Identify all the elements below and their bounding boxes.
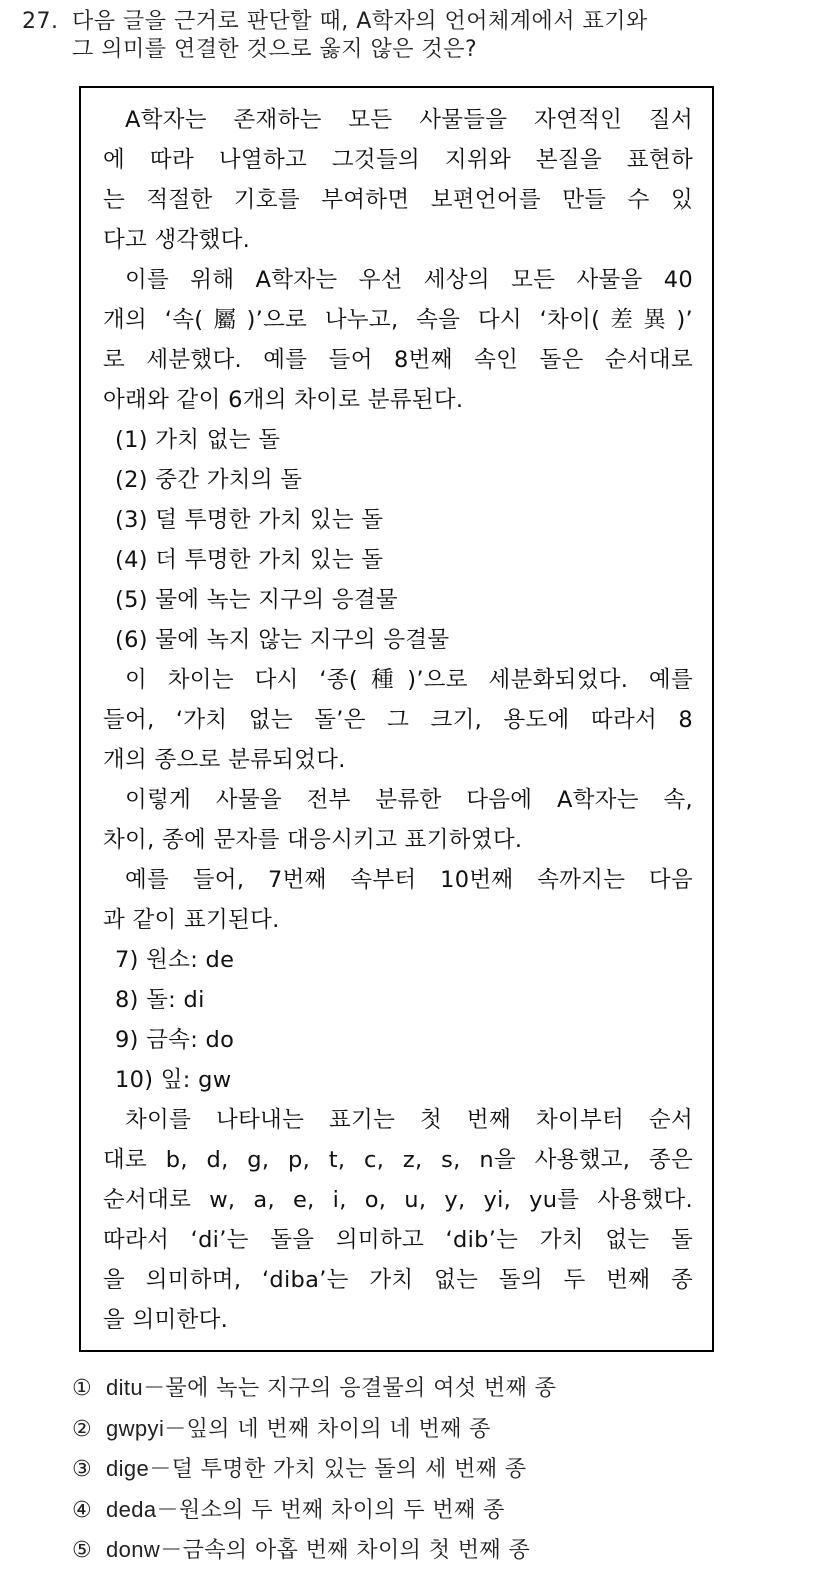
passage-line: 개의 ‘속(屬)’으로 나누고, 속을 다시 ‘차이(差異)’: [103, 307, 693, 333]
choice-code: ditu: [106, 1375, 144, 1400]
choice-meaning: －금속의 아홉 번째 차이의 첫 번째 종: [160, 1538, 531, 1563]
choice-meaning: －덜 투명한 가치 있는 돌의 세 번째 종: [149, 1457, 527, 1482]
passage-line: 따라서 ‘di’는 돌을 의미하고 ‘dib’는 가치 없는 돌: [103, 1227, 693, 1253]
passage-line: 이렇게 사물을 전부 분류한 다음에 A학자는 속,: [125, 787, 693, 813]
passage-line: 을 의미하며, ‘diba’는 가치 없는 돌의 두 번째 종: [103, 1267, 693, 1293]
choice-number-icon: ②: [72, 1416, 93, 1442]
passage-list-item: (6) 물에 녹지 않는 지구의 응결물: [115, 627, 450, 653]
answer-choices: [72, 1368, 772, 1571]
passage-box: [79, 86, 714, 1352]
passage-line: 차이를 나타내는 표기는 첫 번째 차이부터 순서: [125, 1107, 693, 1133]
passage-line: 이 차이는 다시 ‘종(種)’으로 세분화되었다. 예를: [125, 667, 693, 693]
passage-list-item: 8) 돌: di: [115, 987, 205, 1013]
choice-5[interactable]: [72, 1530, 772, 1571]
passage-line: 을 의미한다.: [103, 1307, 229, 1333]
choice-number-icon: ⑤: [72, 1538, 93, 1563]
passage-list-item: (4) 더 투명한 가치 있는 돌: [115, 547, 384, 573]
passage-line: A학자는 존재하는 모든 사물들을 자연적인 질서: [125, 107, 693, 133]
passage-line: 아래와 같이 6개의 차이로 분류된다.: [103, 387, 464, 413]
passage-line: 이를 위해 A학자는 우선 세상의 모든 사물을 40: [125, 267, 693, 293]
choice-meaning: －원소의 두 번째 차이의 두 번째 종: [156, 1497, 505, 1523]
passage-line: 대로 b, d, g, p, t, c, z, s, n을 사용했고, 종은: [103, 1147, 693, 1173]
passage-line: 로 세분했다. 예를 들어 8번째 속인 돌은 순서대로: [103, 347, 693, 373]
choice-2[interactable]: [72, 1409, 772, 1450]
passage-line: 에 따라 나열하고 그것들의 지위와 본질을 표현하: [103, 147, 693, 173]
passage-text: [103, 100, 693, 1340]
choice-code: deda: [106, 1496, 157, 1522]
choice-code: gwpyi: [106, 1415, 165, 1441]
passage-list-item: (2) 중간 가치의 돌: [115, 467, 303, 493]
question-text-2: 그 의미를 연결한 것으로 옳지 않은 것은?: [72, 37, 478, 62]
passage-line: 는 적절한 기호를 부여하면 보편언어를 만들 수 있: [103, 187, 693, 213]
choice-1[interactable]: [72, 1368, 772, 1409]
passage-line: 예를 들어, 7번째 속부터 10번째 속까지는 다음: [125, 867, 693, 893]
passage-list-item: (3) 덜 투명한 가치 있는 돌: [115, 507, 384, 533]
passage-list-item: (1) 가치 없는 돌: [115, 427, 281, 453]
passage-line: 다고 생각했다.: [103, 227, 251, 253]
passage-list-item: 9) 금속: do: [115, 1027, 235, 1053]
question-text-1: 다음 글을 근거로 판단할 때, A학자의 언어체계에서 표기와: [72, 9, 648, 34]
choice-number-icon: ③: [72, 1457, 93, 1482]
passage-line: 차이, 종에 문자를 대응시키고 표기하였다.: [103, 827, 523, 853]
passage-list-item: (5) 물에 녹는 지구의 응결물: [115, 587, 398, 613]
passage-line: 들어, ‘가치 없는 돌’은 그 크기, 용도에 따라서 8: [103, 707, 693, 733]
passage-line: 순서대로 w, a, e, i, o, u, y, yi, yu를 사용했다.: [103, 1187, 693, 1213]
passage-list-item: 10) 잎: gw: [115, 1067, 232, 1093]
choice-number-icon: ④: [72, 1497, 93, 1523]
choice-meaning: －물에 녹는 지구의 응결물의 여섯 번째 종: [143, 1376, 557, 1401]
passage-line: 개의 종으로 분류되었다.: [103, 747, 346, 773]
question-number: 27.: [22, 9, 59, 34]
choice-3[interactable]: [72, 1449, 772, 1490]
passage-list-item: 7) 원소: de: [115, 947, 235, 973]
passage-line: 과 같이 표기된다.: [103, 907, 280, 933]
choice-4[interactable]: [72, 1490, 772, 1531]
choice-meaning: －잎의 네 번째 차이의 네 번째 종: [164, 1416, 491, 1442]
choice-number-icon: ①: [72, 1376, 93, 1401]
choice-code: donw: [106, 1537, 161, 1562]
choice-code: dige: [106, 1456, 150, 1481]
question-stem: [22, 8, 802, 64]
question-line-1: [22, 8, 802, 36]
